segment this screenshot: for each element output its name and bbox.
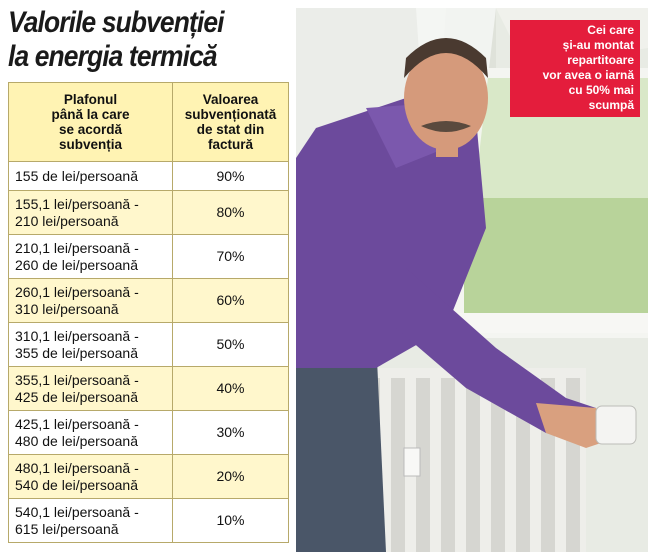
title-line-2: la energia termică — [8, 40, 217, 73]
limit-cell: 155 de lei/persoană — [9, 162, 173, 191]
limit-cell: 310,1 lei/persoană - 355 de lei/persoană — [9, 323, 173, 367]
table-row — [9, 235, 289, 279]
header-limit: Plafonul până la care se acordă subvenția — [9, 83, 173, 162]
header-value: Valoarea subvenționată de stat din factură — [173, 83, 289, 162]
value-cell: 10% — [173, 499, 289, 543]
value-cell: 40% — [173, 367, 289, 411]
table-row — [9, 367, 289, 411]
photo-caption: Cei care și-au montat repartitoare vor avea o iarnă cu 50% mai scumpă — [510, 20, 640, 117]
table-row — [9, 279, 289, 323]
value-cell: 20% — [173, 455, 289, 499]
table-row — [9, 162, 289, 191]
table-row — [9, 499, 289, 543]
limit-cell: 355,1 lei/persoană - 425 de lei/persoană — [9, 367, 173, 411]
limit-cell: 260,1 lei/persoană - 310 lei/persoană — [9, 279, 173, 323]
limit-cell: 425,1 lei/persoană - 480 de lei/persoană — [9, 411, 173, 455]
limit-cell: 210,1 lei/persoană - 260 de lei/persoană — [9, 235, 173, 279]
limit-cell: 480,1 lei/persoană - 540 de lei/persoană — [9, 455, 173, 499]
subsidy-table — [8, 82, 289, 543]
limit-cell: 155,1 lei/persoană - 210 lei/persoană — [9, 191, 173, 235]
table-header-row — [9, 83, 289, 162]
photo-man-at-radiator — [296, 8, 648, 552]
value-cell: 50% — [173, 323, 289, 367]
page-title — [8, 6, 259, 74]
table-row — [9, 323, 289, 367]
table-row — [9, 411, 289, 455]
value-cell: 60% — [173, 279, 289, 323]
title-line-1: Valorile subvenției — [8, 6, 224, 39]
table-row — [9, 191, 289, 235]
value-cell: 30% — [173, 411, 289, 455]
limit-cell: 540,1 lei/persoană - 615 lei/persoană — [9, 499, 173, 543]
table-row — [9, 455, 289, 499]
value-cell: 70% — [173, 235, 289, 279]
value-cell: 80% — [173, 191, 289, 235]
value-cell: 90% — [173, 162, 289, 191]
